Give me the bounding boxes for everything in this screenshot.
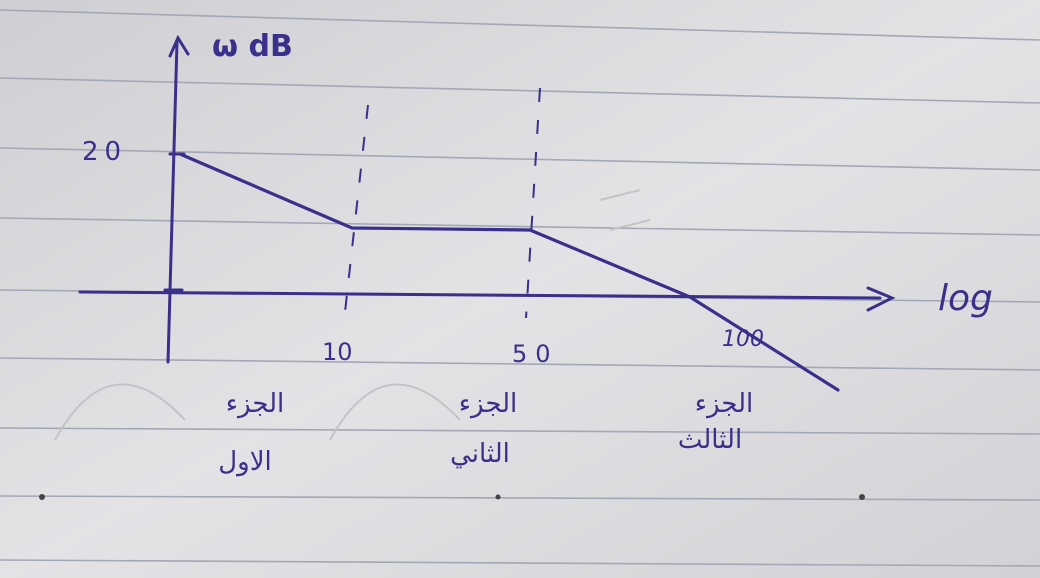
x-tick-10: 10 bbox=[322, 338, 353, 366]
y-axis-label: ω dB bbox=[212, 29, 293, 64]
svg-text:الثاني: الثاني bbox=[450, 439, 510, 469]
svg-text:الجزء: الجزء bbox=[225, 389, 285, 419]
x-axis-label: log bbox=[938, 278, 993, 319]
x-tick-50: 50 bbox=[512, 340, 559, 368]
svg-text:الجزء: الجزء bbox=[694, 389, 754, 419]
svg-text:الاول: الاول bbox=[218, 447, 272, 477]
svg-text:الثالث: الثالث bbox=[677, 425, 743, 455]
y-tick-20: 20 bbox=[82, 137, 128, 167]
svg-text:الجزء: الجزء bbox=[458, 389, 518, 419]
x-tick-100: 100 bbox=[722, 327, 764, 352]
